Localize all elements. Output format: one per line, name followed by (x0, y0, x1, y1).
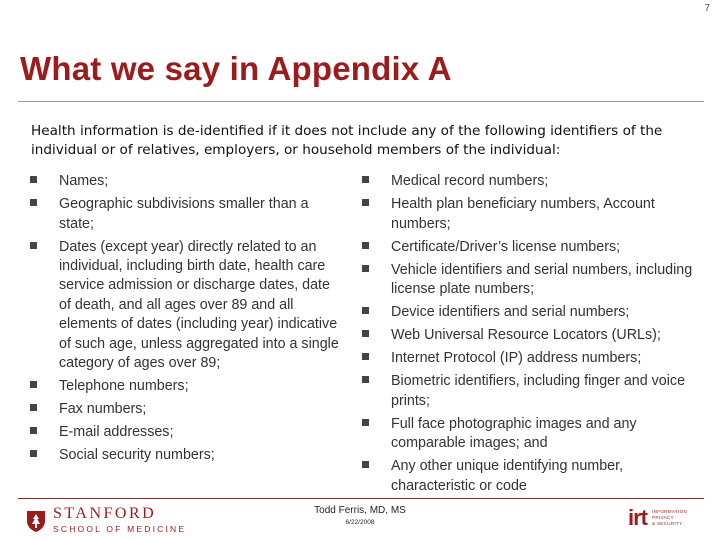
square-bullet-icon (362, 265, 369, 272)
list-item-text: Vehicle identifiers and serial numbers, including license plate numbers; (391, 261, 693, 298)
list-item-text: E-mail addresses; (59, 424, 174, 441)
list-item-text: Biometric identifiers, including finger and voice prints; (391, 373, 686, 409)
list-item (362, 303, 707, 322)
list-item (362, 372, 707, 411)
square-bullet-icon (30, 450, 37, 457)
list-item (30, 238, 345, 374)
square-bullet-icon (362, 199, 369, 206)
list-item-text: Full face photographic images and any comparable images; and (391, 415, 637, 452)
square-bullet-icon (30, 404, 37, 411)
square-bullet-icon (30, 199, 37, 206)
list-item-text: Health plan beneficiary numbers, Account numbers; (391, 196, 655, 232)
list-item (362, 172, 707, 191)
list-item (362, 195, 707, 234)
footer-author: Todd Ferris, MD, MS (314, 505, 406, 516)
square-bullet-icon (30, 242, 37, 249)
list-item (30, 172, 345, 191)
irt-tagline-line: PRIVACY (652, 515, 674, 520)
page-number: 7 (704, 3, 710, 14)
list-item-text: Social security numbers; (59, 447, 215, 464)
list-item (362, 326, 707, 345)
list-item (30, 446, 345, 465)
list-item-text: Names; (59, 173, 109, 189)
square-bullet-icon (362, 242, 369, 249)
list-item-text: Telephone numbers; (59, 378, 189, 395)
square-bullet-icon (30, 381, 37, 388)
list-item (362, 457, 707, 496)
irt-tagline-line: & SECURITY (652, 521, 683, 526)
list-item (362, 261, 707, 300)
list-item-text: Geographic subdivisions smaller than a state; (59, 196, 309, 232)
irt-wordmark: irt (628, 505, 647, 530)
slide-title: What we say in Appendix A (20, 50, 452, 87)
list-item-text: Any other unique identifying number, characteristic or code (391, 458, 624, 494)
list-item (30, 423, 345, 442)
intro-text: Health information is de-identified if it does not include any of the following identifiers of the individual or of relatives, employers, or household members of the individual: (31, 123, 663, 158)
square-bullet-icon (30, 427, 37, 434)
list-item-text: Device identifiers and serial numbers; (391, 304, 630, 321)
square-bullet-icon (362, 461, 369, 468)
identifier-list-left (30, 172, 345, 470)
identifier-list-right (362, 172, 707, 500)
irt-tagline-line: INFORMATION (652, 509, 688, 514)
irt-tagline (652, 509, 687, 527)
square-bullet-icon (362, 419, 369, 426)
title-divider (18, 101, 704, 102)
list-item (362, 238, 707, 257)
list-item (30, 377, 345, 396)
footer-date: 6/22/2008 (345, 519, 375, 526)
list-item-text: Fax numbers; (59, 401, 147, 418)
stanford-school: SCHOOL OF MEDICINE (53, 524, 187, 534)
list-item (362, 415, 707, 454)
list-item-text: Medical record numbers; (391, 173, 549, 189)
square-bullet-icon (362, 330, 369, 337)
stanford-name: STANFORD (53, 505, 157, 522)
footer-divider (18, 498, 704, 499)
list-item-text: Internet Protocol (IP) address numbers; (391, 350, 642, 367)
list-item-text: Dates (except year) directly related to an individual, including birth date, health care service admission or discharge dates, date of death, and all ages over 89 and all elements of dates (including year) indicative of such age, unless aggregated into a single category of ages over 89; (59, 238, 339, 372)
square-bullet-icon (362, 176, 369, 183)
list-item-text: Certificate/Driver’s license numbers; (391, 238, 621, 255)
list-item (30, 400, 345, 419)
square-bullet-icon (362, 307, 369, 314)
irt-logo (628, 506, 687, 530)
list-item-text: Web Universal Resource Locators (URLs); (391, 327, 661, 344)
list-item (30, 195, 345, 234)
square-bullet-icon (362, 376, 369, 383)
square-bullet-icon (30, 176, 37, 183)
square-bullet-icon (362, 353, 369, 360)
list-item (362, 349, 707, 368)
